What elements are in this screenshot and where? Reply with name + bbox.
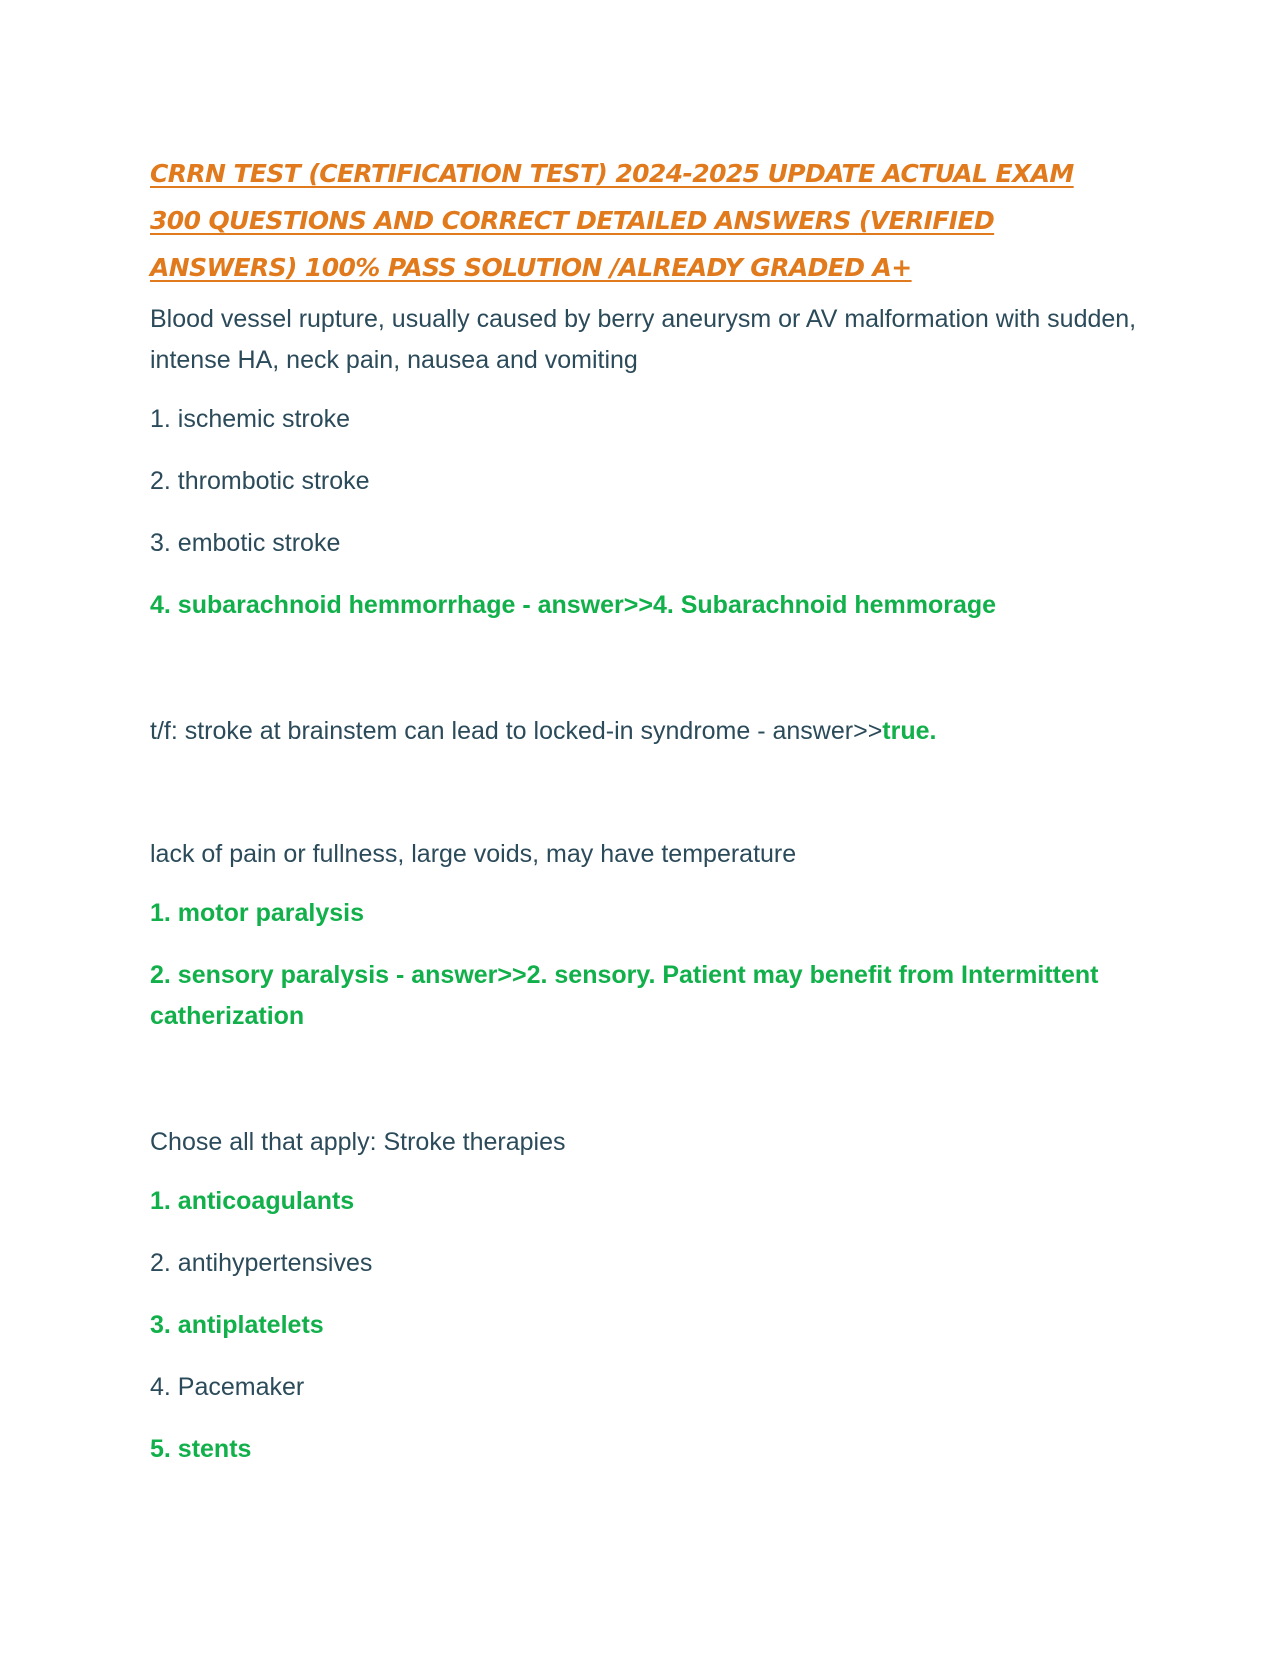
question-1-option-2: 2. thrombotic stroke bbox=[150, 467, 370, 495]
spacer bbox=[150, 647, 1140, 711]
question-3-option-1-correct: 1. motor paralysis bbox=[150, 899, 364, 927]
question-1-option-4-correct: 4. subarachnoid hemmorrhage - answer>>4. Subarachnoid hemmorage bbox=[150, 591, 997, 619]
question-4-stem: Chose all that apply: Stroke therapies bbox=[150, 1128, 566, 1156]
question-4-option-4: 4. Pacemaker bbox=[150, 1373, 305, 1401]
document-page bbox=[150, 150, 1140, 1491]
title-line: CRRN TEST (CERTIFICATION TEST) 2024-2025 UPDATE ACTUAL EXAM bbox=[150, 159, 1074, 188]
question-2 bbox=[150, 711, 1140, 752]
question-2-answer: true. bbox=[882, 717, 937, 745]
question-3-stem: lack of pain or fullness, large voids, may have temperature bbox=[150, 840, 797, 868]
title-line: 300 QUESTIONS AND CORRECT DETAILED ANSWERS (VERIFIED bbox=[150, 206, 995, 235]
document-title bbox=[150, 150, 1140, 291]
spacer bbox=[150, 1058, 1140, 1122]
question-4-option-2: 2. antihypertensives bbox=[150, 1249, 373, 1277]
question-3-option-2-correct: 2. sensory paralysis - answer>>2. sensory. Patient may benefit from Intermittent catherization bbox=[150, 961, 1099, 1030]
question-4-option-1-correct: 1. anticoagulants bbox=[150, 1187, 355, 1215]
spacer bbox=[150, 770, 1140, 834]
question-4-option-3-correct: 3. antiplatelets bbox=[150, 1311, 324, 1339]
question-2-stem: t/f: stroke at brainstem can lead to locked-in syndrome - answer>> bbox=[150, 717, 883, 745]
question-4-option-5-correct: 5. stents bbox=[150, 1435, 252, 1463]
question-1-option-1: 1. ischemic stroke bbox=[150, 405, 351, 433]
title-line: ANSWERS) 100% PASS SOLUTION /ALREADY GRADED A+ bbox=[150, 253, 912, 282]
question-1-option-3: 3. embotic stroke bbox=[150, 529, 341, 557]
question-1-stem: Blood vessel rupture, usually caused by berry aneurysm or AV malformation with sudden, intense HA, neck pain, nausea and vomiting bbox=[150, 305, 1137, 374]
